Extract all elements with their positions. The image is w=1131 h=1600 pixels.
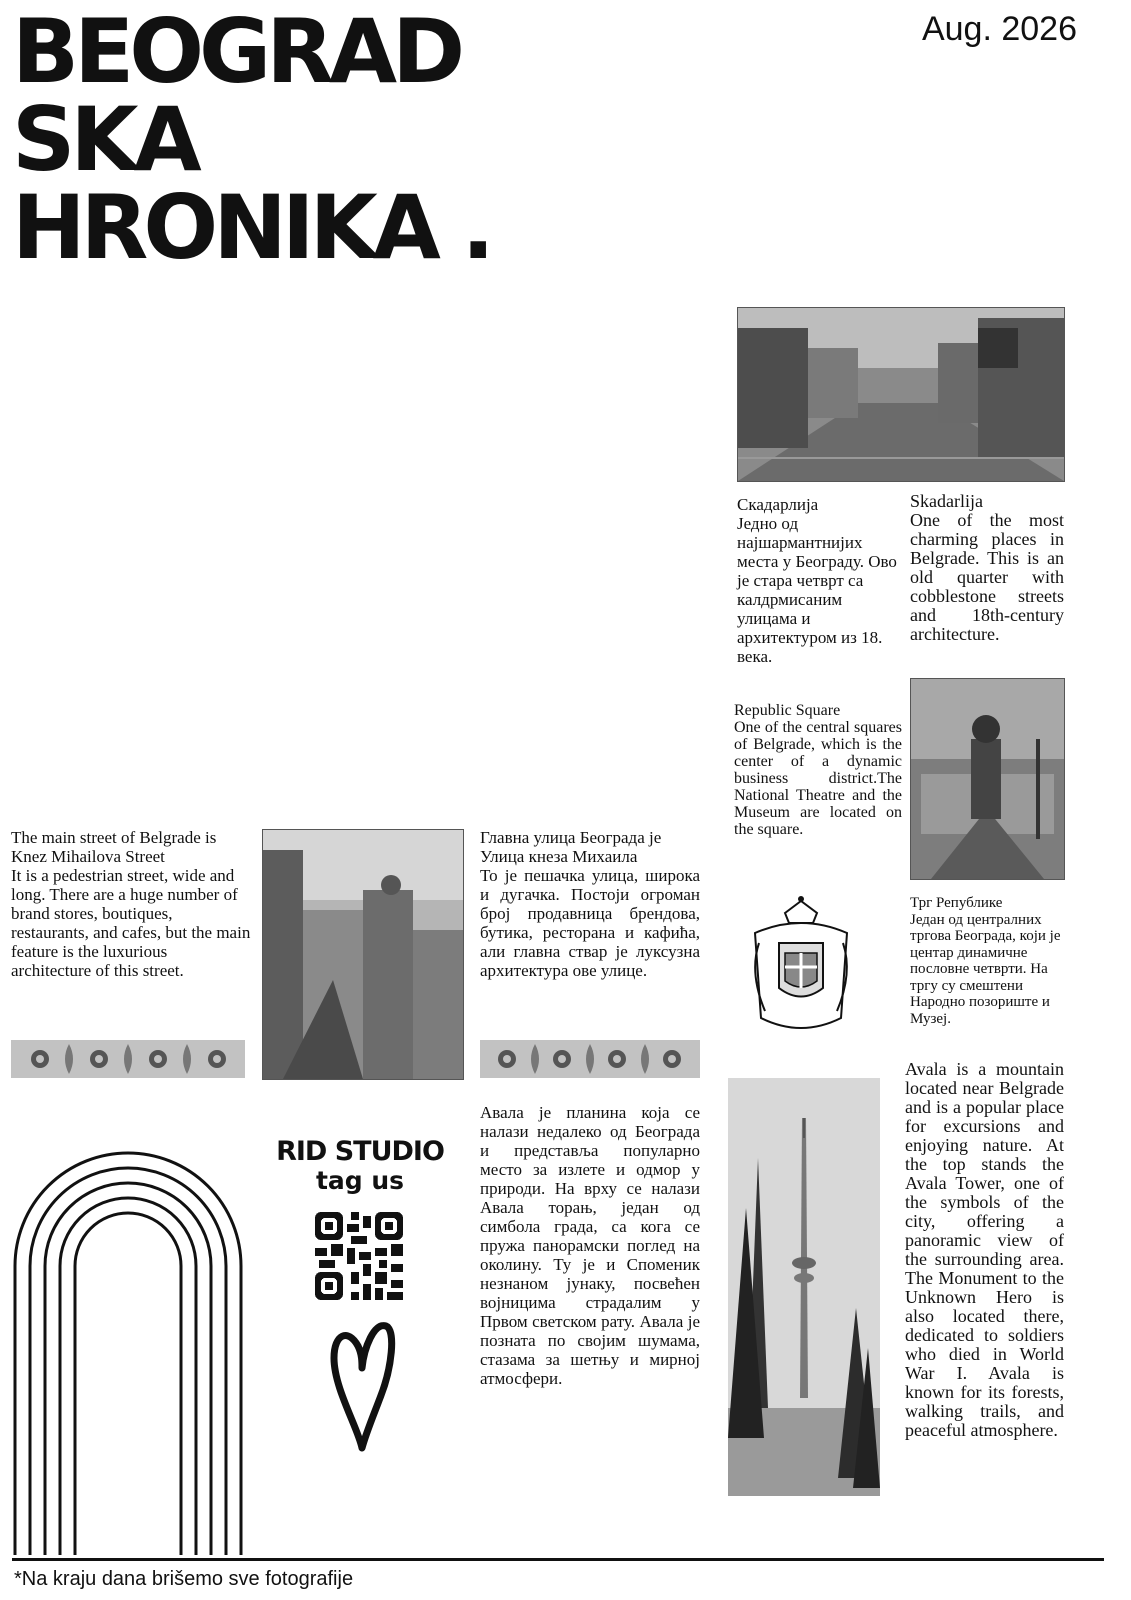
knez-mihailova-en-title: The main street of Belgrade is Knez Mihailova Street bbox=[11, 828, 217, 866]
masthead-title bbox=[12, 0, 490, 279]
issue-date: Aug. 2026 bbox=[921, 10, 1077, 48]
qr-code-icon[interactable] bbox=[315, 1212, 403, 1300]
studio-name: RID STUDIO bbox=[276, 1136, 444, 1167]
masthead-line-3: HRONIKA . bbox=[12, 176, 490, 279]
footer-divider bbox=[12, 1558, 1104, 1561]
knez-mihailova-photo bbox=[262, 829, 464, 1080]
republic-square-photo bbox=[910, 678, 1065, 880]
ornament-tile-left bbox=[11, 1040, 245, 1078]
skadarlija-en-block bbox=[910, 492, 1064, 644]
masthead-line-1: BEOGRAD bbox=[12, 0, 461, 103]
coat-of-arms-icon bbox=[745, 893, 857, 1035]
skadarlija-en-body: One of the most charming places in Belgrade. This is an old quarter with cobblestone streets and 18th-century architecture. bbox=[910, 510, 1064, 644]
arch-graphic-icon bbox=[12, 1150, 244, 1555]
knez-mihailova-sr-block bbox=[480, 828, 700, 980]
knez-mihailova-sr-body: То је пешачка улица, широка и дугачка. Постоји огроман број продавница брендова, бутика, ресторана и кафића, али главна ствар је луксузна архитектура ове улице. bbox=[480, 866, 700, 980]
republic-square-en-block bbox=[734, 702, 902, 838]
skadarlija-sr-title: Скадарлија bbox=[737, 495, 819, 514]
knez-mihailova-en-body: It is a pedestrian street, wide and long. There are a huge number of brand stores, boutiques, restaurants, and cafes, but the main feature is the luxurious architecture of this street. bbox=[11, 866, 251, 980]
skadarlija-photo bbox=[737, 307, 1065, 482]
avala-tower-photo bbox=[728, 1078, 880, 1496]
avala-en-body: Avala is a mountain located near Belgrade and is a popular place for excursions and enjoying nature. At the top stands the Avala Tower, one of the symbols of the city, offering a panoramic view of the surrounding area. The Monument to the Unknown Hero is also located there, dedicated to soldiers who died in World War I. Avala is known for its forests, walking trails, and peaceful atmosphere. bbox=[905, 1059, 1064, 1440]
avala-sr-body: Авала је планина која се налази недалеко од Београда и представља популарно место за излете и одмор у природи. На врху се налази Авала торањ, један од симбола града, са кога се пружа панорамски поглед на околину. Ту је и Споменик незнаном јунаку, посвећен војницима страдалим у Првом светском рату. Авала је позната по својим шумама, стазама за шетњу и мирној атмосфери. bbox=[480, 1103, 700, 1388]
republic-square-en-body: One of the central squares of Belgrade, which is the center of a dynamic business district.The National Theatre and the Museum are located on the square. bbox=[734, 719, 902, 838]
republic-square-sr-block bbox=[910, 895, 1066, 1027]
footnote: *Na kraju dana brišemo sve fotografije bbox=[14, 1568, 354, 1590]
republic-square-sr-body: Један од централних тргова Београда, који је центар динамичне пословне четврти. На тргу су смештени Народно позориште и Музеј. bbox=[910, 911, 1061, 1027]
republic-square-sr-title: Трг Републике bbox=[910, 895, 1003, 911]
skadarlija-en-title: Skadarlija bbox=[910, 491, 983, 511]
skadarlija-sr-block bbox=[737, 495, 897, 666]
skadarlija-sr-body: Једно од најшармантнијих места у Београду. Ово је стара четврт са калдрмисаним улицама и архитектуром из 18. века. bbox=[737, 514, 897, 666]
heart-icon bbox=[328, 1318, 396, 1453]
masthead-line-2: SKA bbox=[12, 88, 197, 191]
studio-block bbox=[270, 1137, 450, 1195]
studio-cta: tag us bbox=[315, 1166, 405, 1195]
republic-square-en-title: Republic Square bbox=[734, 702, 841, 719]
knez-mihailova-sr-title: Главна улица Београда је Улица кнеза Михаила bbox=[480, 828, 662, 866]
ornament-tile-right bbox=[480, 1040, 700, 1078]
knez-mihailova-en-block bbox=[11, 828, 251, 980]
